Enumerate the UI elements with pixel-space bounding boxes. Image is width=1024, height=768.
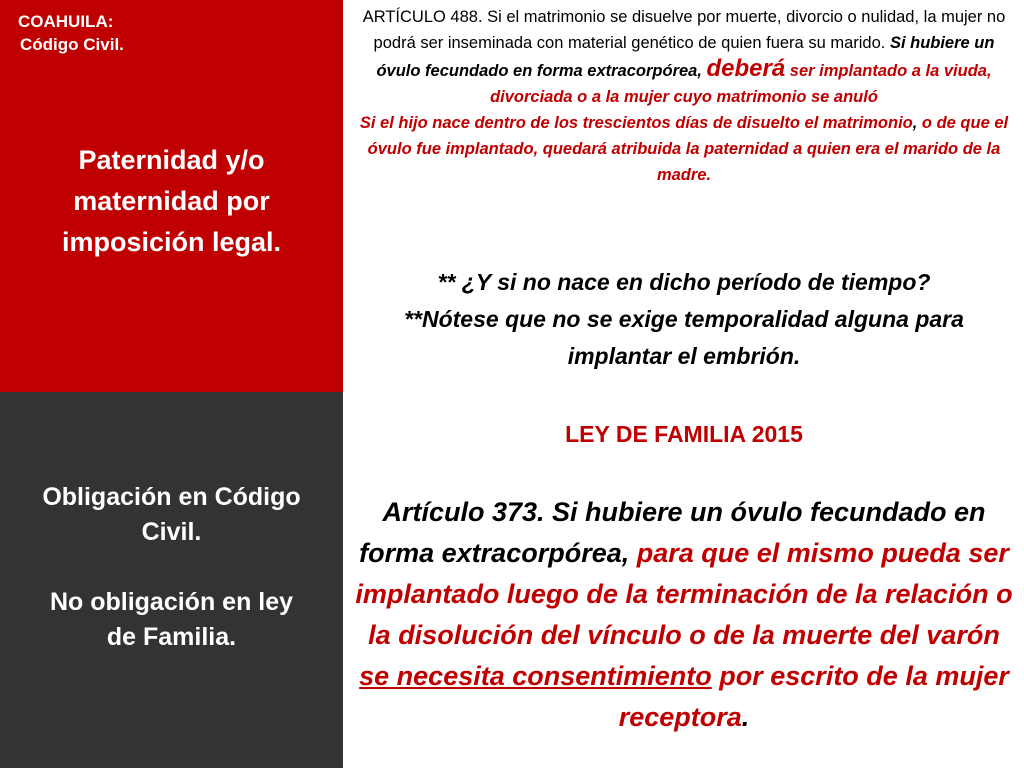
article-373 [352,492,1016,738]
ley-title: LEY DE FAMILIA 2015 [565,421,803,447]
no-obligation-line-2: de Familia. [106,623,237,651]
title-line-1: Paternidad y/o [78,145,265,175]
panel-title [0,140,343,263]
article-488 [352,4,1016,188]
art488-red-2b: o de que el óvulo fue implantado, quedará atribuida la paternidad a quien era el marido de la madre. [367,114,1009,184]
region-label [18,10,124,56]
art488-debera: deberá [706,55,786,82]
art373-red-end: por escrito de la mujer receptora [618,661,1009,732]
region-line-1: COAHUILA: [18,12,114,31]
art373-red: para que el mismo pueda ser implantado luego de la terminación de la relación o la disolución del vínculo o de la muerte del varón [355,538,1013,650]
art488-bold-clause: Si hubiere un óvulo fecundado en forma extracorpórea, [376,34,995,80]
art373-black: Artículo 373. Si hubiere un óvulo fecundado en forma extracorpórea, [359,497,986,568]
left-dark-panel [0,392,343,768]
art488-comma: , [912,114,918,132]
left-red-panel [0,0,343,392]
obligation-line-2: Civil. [141,518,202,546]
art488-intro: ARTÍCULO 488. Si el matrimonio se disuelve por muerte, divorcio o nulidad, la mujer no podrá ser inseminada con material genético de quien fuera su marido. [362,8,1006,52]
question-block [352,264,1016,375]
obligation-line-1: Obligación en Código [42,483,301,511]
obligation-text [0,480,343,655]
question-line-2: **Nótese que no se exige temporalidad alguna para implantar el embrión. [404,306,964,369]
no-obligation-line-1: No obligación en ley [49,588,294,616]
title-line-2: maternidad por [73,186,270,216]
region-line-2: Código Civil. [20,35,124,54]
art373-underlined: se necesita consentimiento [359,661,712,691]
art373-period: . [741,702,750,732]
no-obligation-paragraph [0,585,343,655]
obligation-paragraph [0,480,343,550]
right-content [352,0,1016,768]
art488-red-clause: ser implantado a la viuda, divorciada o a la mujer cuyo matrimonio se anuló [490,62,992,106]
title-line-3: imposición legal. [61,227,282,257]
art488-red-2a: Si el hijo nace dentro de los trescientos días de disuelto el matrimonio [359,114,913,132]
question-line-1: ** ¿Y si no nace en dicho período de tiempo? [437,269,931,295]
